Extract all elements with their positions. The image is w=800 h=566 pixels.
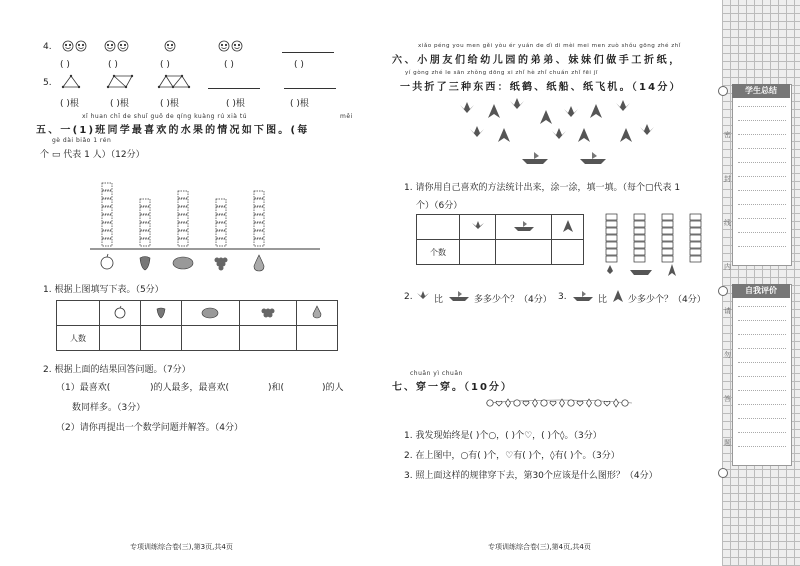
writing-line[interactable] — [738, 390, 786, 391]
writing-line[interactable] — [738, 106, 786, 107]
unit-box — [102, 231, 112, 238]
pictograph-column — [102, 183, 112, 246]
pictograph-column — [216, 183, 226, 246]
answer-cell[interactable] — [496, 240, 552, 265]
seal-char: 勿 — [724, 351, 731, 359]
watermelon-icon — [173, 257, 193, 269]
unit-box — [140, 231, 150, 238]
s6-q3-tail: 少多少个？（4分） — [628, 295, 706, 305]
writing-line[interactable] — [738, 348, 786, 349]
smiley-icon-group-1 — [62, 40, 92, 54]
smiley-icon — [165, 41, 175, 51]
seal-char: 线 — [724, 219, 731, 227]
s7-q1: 1. 我发现始终是( )个○，( )个♡，( )个◊。（3分） — [404, 431, 602, 441]
unit-box — [254, 231, 264, 238]
pinyin-line: chuān yì chuān — [410, 370, 463, 377]
footer-left: 专项训练综合卷(三),第3页,共4页 — [130, 543, 233, 551]
unit-box — [178, 183, 188, 190]
circle-bead-icon — [595, 400, 601, 406]
unit-box — [140, 199, 150, 206]
q2-1-part-b: )的人最多，最喜欢( — [150, 383, 230, 393]
paper-plane-icon — [540, 110, 552, 124]
writing-line[interactable] — [738, 176, 786, 177]
paper-plane-icon — [498, 128, 510, 142]
smiley-icon — [76, 41, 86, 51]
paper-crane-icon — [552, 128, 566, 139]
unit-box — [216, 223, 226, 230]
paper-plane-icon — [668, 264, 676, 276]
paper-plane-icon — [590, 104, 602, 118]
writing-line[interactable] — [738, 306, 786, 307]
origami-table — [416, 214, 584, 265]
paper-plane-icon — [562, 219, 574, 233]
strawberry-icon — [154, 305, 168, 319]
smiley-icon-group-4 — [218, 40, 250, 54]
paper-boat-icon — [572, 290, 594, 302]
paper-boat-icon — [580, 152, 606, 164]
answer-cell[interactable] — [296, 326, 337, 351]
paper-crane-icon — [416, 290, 430, 302]
root-answer[interactable]: ( )根 — [60, 99, 79, 109]
summary-heading: 学生总结 — [732, 84, 790, 98]
seal-char: 内 — [724, 263, 731, 271]
smiley-icon-group-2 — [104, 40, 136, 54]
writing-line[interactable] — [738, 446, 786, 447]
writing-line[interactable] — [738, 148, 786, 149]
root-answer[interactable]: ( )根 — [160, 99, 179, 109]
binding-hole — [718, 468, 728, 478]
unit-box — [254, 223, 264, 230]
unit-box — [216, 239, 226, 246]
tally-ladders — [596, 214, 716, 278]
unit-box — [102, 199, 112, 206]
grape-icon — [215, 258, 228, 271]
table-cell — [100, 301, 141, 326]
answer-line[interactable] — [282, 52, 334, 53]
section-6-title: 六、小朋友们给幼儿园的弟弟、妹妹们做手工折纸， — [392, 55, 682, 66]
s6-q1-text-a: 1. 请你用自己喜欢的方法统计出来，涂一涂，填一填。（每个▢代表 1 — [404, 183, 681, 193]
writing-line[interactable] — [738, 232, 786, 233]
unit-box — [140, 191, 150, 198]
seal-char: 答 — [724, 395, 731, 403]
answer-paren[interactable]: ( ) — [108, 60, 118, 70]
answer-cell[interactable] — [460, 240, 496, 265]
paper-crane-icon — [460, 102, 474, 113]
diamond-bead-icon — [614, 399, 619, 407]
answer-line[interactable] — [208, 88, 260, 89]
seal-char: 题 — [724, 439, 731, 447]
paper-boat-icon — [630, 270, 652, 275]
paper-crane-icon — [616, 100, 630, 111]
paper-boat-icon — [522, 152, 548, 164]
q2-2-text: （2）请你再提出一个数学问题并解答。（4分） — [56, 423, 243, 433]
answer-line[interactable] — [284, 88, 336, 89]
apple-icon — [113, 305, 127, 319]
pinyin-line: měi — [340, 113, 353, 120]
unit-box — [178, 231, 188, 238]
paper-crane-icon — [470, 126, 484, 137]
writing-line[interactable] — [738, 376, 786, 377]
tally-column[interactable] — [606, 214, 617, 262]
q2-1-part-e: 数同样多。（3分） — [72, 403, 146, 413]
answer-paren[interactable]: ( ) — [60, 60, 70, 70]
q5-label: 5. — [43, 78, 52, 88]
paper-plane-icon — [612, 289, 624, 303]
table-cell — [141, 301, 182, 326]
pinyin-line: yí gòng zhé le sān zhǒng dōng xi zhǐ hè zhǐ chuán zhǐ fēi jī — [405, 70, 598, 76]
summary-panel — [732, 84, 792, 266]
table-row-label: 人数 — [57, 326, 100, 351]
unit-box — [254, 207, 264, 214]
smiley-icon — [219, 41, 229, 51]
smiley-icon — [232, 41, 242, 51]
seal-char: 封 — [724, 175, 731, 183]
answer-cell[interactable] — [182, 326, 239, 351]
writing-line[interactable] — [738, 218, 786, 219]
origami-picture — [440, 98, 680, 170]
fruit-pictograph — [90, 165, 330, 285]
diamond-bead-icon — [506, 399, 511, 407]
writing-line[interactable] — [738, 418, 786, 419]
section-5-title: 五、一(1)班同学最喜欢的水果的情况如下图。(每 — [36, 125, 310, 136]
table-cell — [296, 301, 337, 326]
writing-line[interactable] — [738, 246, 786, 247]
unit-box — [216, 207, 226, 214]
writing-line[interactable] — [738, 362, 786, 363]
tally-column[interactable] — [634, 214, 645, 262]
paper-crane-icon — [510, 98, 524, 109]
s6-q2-tail: 多多少个？（4分） — [474, 295, 552, 305]
s7-q3: 3. 照上面这样的规律穿下去，第30个应该是什么图形？（4分） — [404, 471, 658, 481]
paper-plane-icon — [578, 128, 590, 142]
answer-cell[interactable] — [100, 326, 141, 351]
unit-box — [102, 191, 112, 198]
q2-1-part-a: （1）最喜欢( — [56, 383, 111, 393]
writing-line[interactable] — [738, 404, 786, 405]
table-cell — [182, 301, 239, 326]
strawberry-icon — [140, 257, 150, 271]
stick-triangles-icon — [158, 75, 190, 89]
q2-text: 2. 根据上面的结果回答问题。（7分） — [43, 365, 191, 375]
grape-icon — [258, 305, 278, 319]
section-7-title: 七、穿一穿。（10分） — [392, 382, 513, 393]
unit-box — [178, 207, 188, 214]
watermelon-icon — [200, 305, 220, 319]
s6-q1-text-b: 个）（6分） — [416, 201, 463, 211]
tally-column[interactable] — [662, 214, 673, 262]
pictograph-column — [140, 183, 150, 246]
unit-box — [140, 223, 150, 230]
answer-paren[interactable]: ( ) — [294, 60, 304, 70]
heart-bead-icon — [550, 401, 556, 406]
pinyin-line: gè dài biǎo 1 rén — [52, 137, 112, 144]
paper-plane-icon — [620, 128, 632, 142]
evaluation-panel — [732, 284, 792, 466]
seal-char: 密 — [724, 131, 731, 139]
section-5-subtitle: 个 ▭ 代表 1 人）（12分） — [40, 150, 145, 160]
s6-q3-label: 3. — [558, 292, 567, 302]
evaluation-heading: 自我评价 — [732, 284, 790, 298]
table-cell — [239, 301, 296, 326]
unit-box — [216, 191, 226, 198]
pear-icon — [310, 304, 324, 320]
s6-q3-bi: 比 — [598, 295, 608, 305]
bead-string — [484, 395, 634, 411]
circle-bead-icon — [487, 400, 493, 406]
q4-label: 4. — [43, 42, 52, 52]
paper-boat-icon — [513, 220, 535, 232]
pictograph-column — [254, 183, 264, 246]
unit-box — [216, 215, 226, 222]
unit-box — [254, 199, 264, 206]
writing-line[interactable] — [738, 120, 786, 121]
unit-box — [178, 215, 188, 222]
s7-q2: 2. 在上图中，○有( )个，♡有( )个，◊有( )个。（3分） — [404, 451, 620, 461]
binding-hole — [718, 286, 728, 296]
paper-crane-icon — [564, 106, 578, 117]
writing-line[interactable] — [738, 320, 786, 321]
unit-box — [140, 183, 150, 190]
paper-plane-icon — [488, 104, 500, 118]
answer-cell[interactable] — [239, 326, 296, 351]
circle-bead-icon — [568, 400, 574, 406]
root-answer[interactable]: ( )根 — [226, 99, 245, 109]
writing-line[interactable] — [738, 190, 786, 191]
q2-1-part-c: )和( — [268, 383, 285, 393]
table-cell — [460, 215, 496, 240]
s6-q2-bi: 比 — [434, 295, 444, 305]
root-answer[interactable]: ( )根 — [290, 99, 309, 109]
binding-sidebar — [722, 0, 800, 566]
stick-triangle-icon — [62, 75, 80, 89]
unit-box — [216, 199, 226, 206]
stick-parallelogram-icon — [106, 75, 134, 89]
unit-box — [102, 215, 112, 222]
seal-char: 请 — [724, 307, 731, 315]
writing-line[interactable] — [738, 334, 786, 335]
writing-line[interactable] — [738, 432, 786, 433]
q2-1-part-d: )的人 — [322, 383, 344, 393]
unit-box — [216, 183, 226, 190]
table-cell — [496, 215, 552, 240]
unit-box — [254, 191, 264, 198]
apple-icon — [101, 254, 113, 269]
heart-bead-icon — [523, 401, 529, 406]
unit-box — [216, 231, 226, 238]
unit-box — [102, 207, 112, 214]
writing-line[interactable] — [738, 204, 786, 205]
table-cell — [552, 215, 584, 240]
unit-box — [102, 239, 112, 246]
answer-cell[interactable] — [141, 326, 182, 351]
answer-cell[interactable] — [552, 240, 584, 265]
tally-column[interactable] — [690, 214, 701, 262]
heart-bead-icon — [604, 401, 610, 406]
unit-box — [102, 183, 112, 190]
paper-crane-icon — [640, 124, 654, 135]
answer-paren[interactable]: ( ) — [160, 60, 170, 70]
unit-box — [178, 223, 188, 230]
unit-box — [102, 223, 112, 230]
paper-crane-icon — [471, 220, 485, 232]
heart-bead-icon — [577, 401, 583, 406]
binding-hole — [718, 86, 728, 96]
smiley-icon — [105, 41, 115, 51]
section-6-subtitle: 一共折了三种东西：纸鹤、纸船、纸飞机。（14分） — [400, 82, 682, 93]
circle-bead-icon — [514, 400, 520, 406]
writing-line[interactable] — [738, 134, 786, 135]
table-row-label: 个数 — [417, 240, 460, 265]
fruit-table — [56, 300, 338, 351]
paper-boat-icon — [448, 290, 470, 302]
unit-box — [140, 239, 150, 246]
circle-bead-icon — [622, 400, 628, 406]
circle-bead-icon — [541, 400, 547, 406]
answer-paren[interactable]: ( ) — [224, 60, 234, 70]
unit-box — [178, 199, 188, 206]
pictograph-column — [178, 183, 188, 246]
unit-box — [254, 215, 264, 222]
unit-box — [254, 239, 264, 246]
smiley-icon-group-3 — [164, 40, 180, 54]
writing-line[interactable] — [738, 162, 786, 163]
s6-q2-label: 2. — [404, 292, 413, 302]
heart-bead-icon — [496, 401, 502, 406]
pinyin-line: xǐ huan chī de shuǐ guǒ de qíng kuàng rú xià tú — [82, 113, 248, 120]
unit-box — [178, 239, 188, 246]
q1-text: 1. 根据上图填写下表。（5分） — [43, 285, 164, 295]
smiley-icon — [63, 41, 73, 51]
smiley-icon — [118, 41, 128, 51]
root-answer[interactable]: ( )根 — [110, 99, 129, 109]
pear-icon — [254, 255, 264, 271]
pinyin-line: xiǎo péng you men gěi yòu ér yuán de dì di mèi mei men zuò shǒu gōng zhé zhǐ — [418, 43, 681, 49]
unit-box — [140, 207, 150, 214]
ladder-base-icons — [604, 264, 676, 276]
unit-box — [178, 191, 188, 198]
footer-right: 专项训练综合卷(三),第4页,共4页 — [488, 543, 591, 551]
unit-box — [254, 183, 264, 190]
paper-crane-icon — [604, 265, 616, 274]
unit-box — [140, 215, 150, 222]
